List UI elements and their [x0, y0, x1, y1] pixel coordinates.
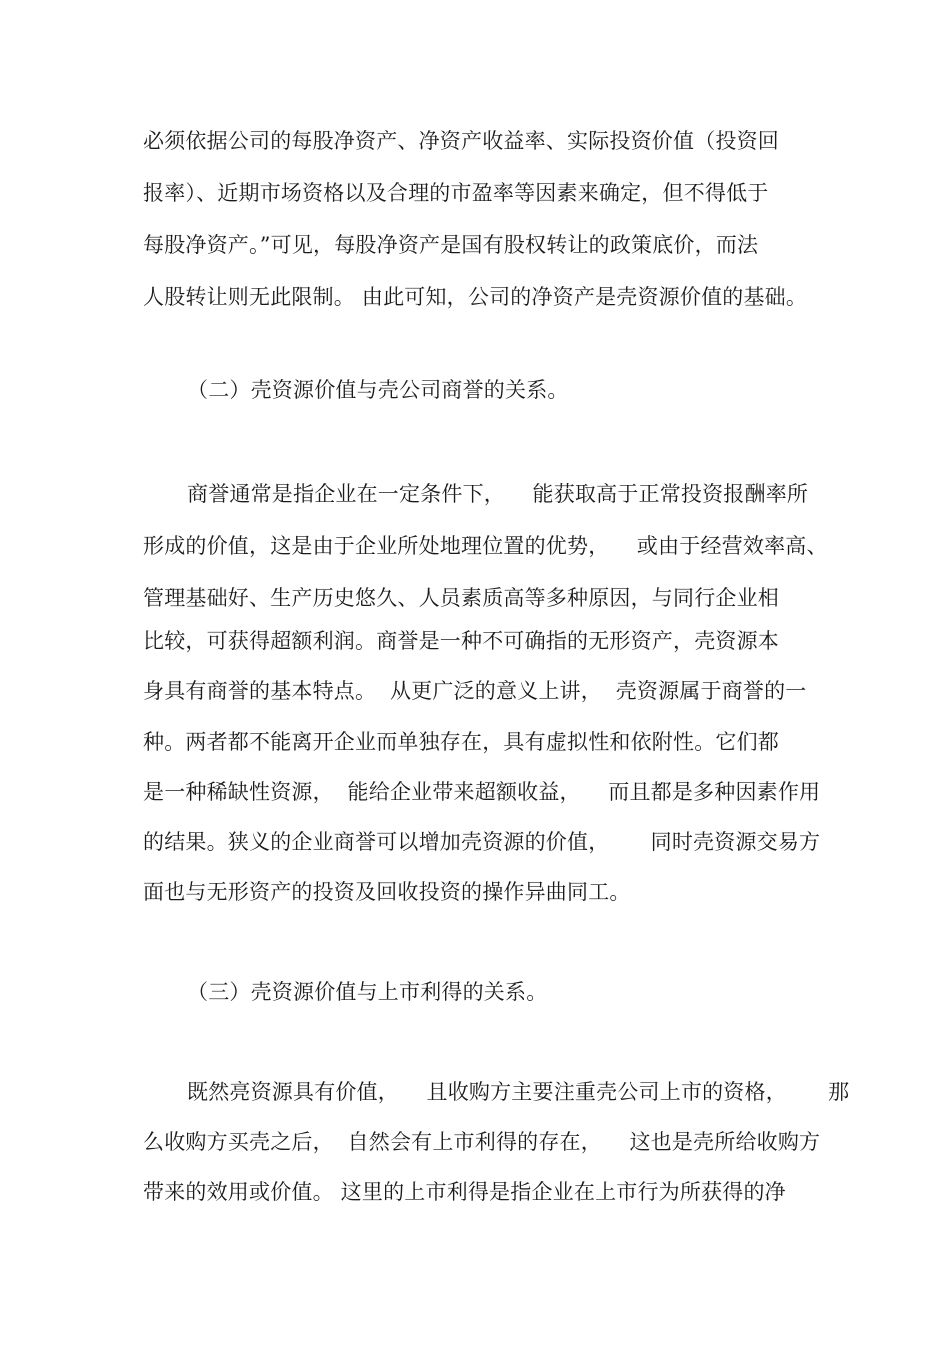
section-heading-3: （三）壳资源价值与上市利得的关系。 — [187, 980, 548, 1004]
text-line: 每股净资产。”可见，每股净资产是国有股权转让的政策底价，而法 — [143, 233, 759, 257]
text-line: 种。两者都不能离开企业而单独存在，具有虚拟性和依附性。它们都 — [143, 730, 779, 754]
text-line: 报率）、近期市场资格以及合理的市盈率等因素来确定，但不得低于 — [143, 181, 769, 205]
text-line: 面也与无形资产的投资及回收投资的操作异曲同工。 — [143, 880, 631, 904]
text-line: 是一种稀缺性资源， 能给企业带来超额收益， 而且都是多种因素作用 — [143, 780, 821, 804]
text-line: 人股转让则无此限制。 由此可知，公司的净资产是壳资源价值的基础。 — [143, 285, 808, 309]
text-line: 必须依据公司的每股净资产、净资产收益率、实际投资价值（投资回 — [143, 129, 779, 153]
text-line: 既然亮资源具有价值， 且收购方主要注重壳公司上市的资格， 那 — [187, 1080, 850, 1104]
text-line: 带来的效用或价值。 这里的上市利得是指企业在上市行为所获得的净 — [143, 1180, 786, 1204]
text-line: 比较，可获得超额利润。商誉是一种不可确指的无形资产，壳资源本 — [143, 629, 779, 653]
text-line: 商誉通常是指企业在一定条件下， 能获取高于正常投资报酬率所 — [187, 482, 809, 506]
text-line: 么收购方买壳之后， 自然会有上市利得的存在， 这也是壳所给收购方 — [143, 1130, 821, 1154]
text-line: 身具有商誉的基本特点。 从更广泛的意义上讲， 壳资源属于商誉的一 — [143, 679, 807, 703]
text-line: 形成的价值，这是由于企业所处地理位置的优势， 或由于经营效率高、 — [143, 534, 828, 558]
section-heading-2: （二）壳资源价值与壳公司商誉的关系。 — [187, 378, 569, 402]
text-line: 的结果。狭义的企业商誉可以增加壳资源的价值， 同时壳资源交易方 — [143, 830, 821, 854]
text-line: 管理基础好、生产历史悠久、人员素质高等多种原因，与同行企业相 — [143, 586, 779, 610]
